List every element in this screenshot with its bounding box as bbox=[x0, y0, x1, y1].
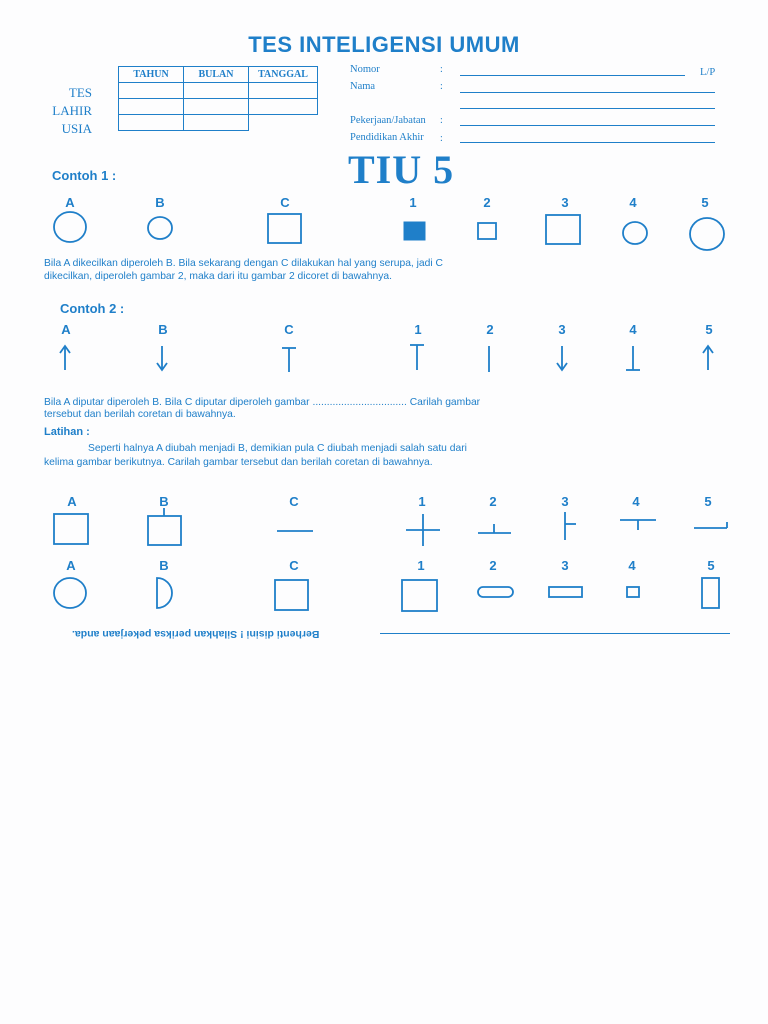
latihan-row1-label-1: 1 bbox=[418, 494, 426, 509]
col-tahun: TAHUN bbox=[119, 67, 184, 83]
latihan-text-2: kelima gambar berikutnya. Carilah gambar tersebut dan berilah coretan di bawahnya. bbox=[44, 457, 433, 468]
contoh2-figures bbox=[0, 342, 768, 377]
latihan1-4-t bbox=[620, 520, 656, 530]
cell-tes-tahun[interactable] bbox=[119, 83, 184, 99]
identity-grid bbox=[118, 66, 318, 131]
latihan-row1-label-4: 4 bbox=[632, 494, 640, 509]
contoh2-label-2: 2 bbox=[486, 322, 494, 337]
label-nomor: Nomor bbox=[350, 64, 380, 75]
contoh1-label-1: 1 bbox=[409, 195, 417, 210]
contoh1-2-square bbox=[478, 223, 496, 239]
contoh2-label-3: 3 bbox=[558, 322, 566, 337]
latihan2-4-small-rect bbox=[627, 587, 639, 597]
latihan2-5-tall-rect bbox=[702, 578, 719, 608]
row-label-tes: TES bbox=[68, 85, 92, 100]
latihan1-2-inverted-t bbox=[478, 524, 511, 533]
nama-line-2[interactable] bbox=[460, 108, 715, 109]
contoh1-4-circle bbox=[623, 222, 647, 244]
label-pendidikan: Pendidikan Akhir bbox=[350, 132, 424, 143]
label-nama: Nama bbox=[350, 81, 376, 92]
contoh2-heading: Contoh 2 : bbox=[60, 301, 125, 316]
test-code: TIU 5 bbox=[348, 147, 455, 192]
contoh1-label-a: A bbox=[65, 195, 75, 210]
cell-usia-empty bbox=[249, 115, 318, 131]
latihan1-1-cross bbox=[406, 514, 440, 546]
latihan1-b-square-stem bbox=[148, 508, 181, 545]
contoh2-4-inverted-t bbox=[626, 346, 640, 370]
contoh1-b-circle bbox=[148, 217, 172, 239]
contoh1-a-circle bbox=[54, 212, 86, 242]
latihan2-c-square bbox=[275, 580, 308, 610]
latihan1-a-square bbox=[54, 514, 88, 544]
latihan2-2-rounded-rect bbox=[478, 587, 513, 597]
pekerjaan-line[interactable] bbox=[460, 125, 715, 126]
latihan-row2-label-b: B bbox=[159, 558, 169, 573]
contoh2-label-a: A bbox=[61, 322, 71, 337]
contoh2-text-2: tersebut dan berilah coretan di bawahnya. bbox=[44, 409, 236, 420]
contoh2-label-1: 1 bbox=[414, 322, 422, 337]
nama-line[interactable] bbox=[460, 92, 715, 93]
contoh1-5-circle bbox=[690, 218, 724, 250]
cell-lahir-tanggal[interactable] bbox=[249, 99, 318, 115]
latihan-row1-label-2: 2 bbox=[489, 494, 497, 509]
latihan-row1-label-c: C bbox=[289, 494, 299, 509]
latihan-row2-label-3: 3 bbox=[561, 558, 569, 573]
cell-lahir-bulan[interactable] bbox=[184, 99, 249, 115]
latihan-text-1: Seperti halnya A diubah menjadi B, demikian pula C diubah menjadi salah satu dari bbox=[88, 443, 467, 454]
pendidikan-line[interactable] bbox=[460, 142, 715, 143]
cell-tes-bulan[interactable] bbox=[184, 83, 249, 99]
contoh1-1-filled-square bbox=[404, 222, 425, 240]
latihan-row1-figures bbox=[0, 508, 768, 548]
contoh2-label-b: B bbox=[158, 322, 168, 337]
latihan-row1-label-a: A bbox=[67, 494, 77, 509]
contoh1-label-5: 5 bbox=[701, 195, 709, 210]
latihan2-3-rect bbox=[549, 587, 582, 597]
latihan1-3-t-side bbox=[565, 512, 576, 540]
contoh1-label-2: 2 bbox=[483, 195, 491, 210]
stop-instruction bbox=[72, 626, 319, 644]
latihan-row1-label-b: B bbox=[159, 494, 169, 509]
colon-nomor: : bbox=[440, 64, 443, 75]
latihan-row1-label-5: 5 bbox=[704, 494, 712, 509]
contoh2-5-arrow-up bbox=[703, 346, 713, 370]
latihan-row2-label-5: 5 bbox=[707, 558, 715, 573]
contoh1-label-4: 4 bbox=[629, 195, 637, 210]
label-pekerjaan: Pekerjaan/Jabatan bbox=[350, 115, 426, 126]
latihan-row2-label-a: A bbox=[66, 558, 76, 573]
latihan-row2-label-c: C bbox=[289, 558, 299, 573]
cell-usia-tahun[interactable] bbox=[119, 115, 184, 131]
stop-text: Berhenti disini ! Silahkan periksa pekerjaan anda. bbox=[72, 628, 320, 640]
contoh2-label-4: 4 bbox=[629, 322, 637, 337]
col-tanggal: TANGGAL bbox=[249, 67, 318, 83]
contoh1-label-b: B bbox=[155, 195, 165, 210]
contoh2-label-c: C bbox=[284, 322, 294, 337]
contoh1-c-square bbox=[268, 214, 301, 243]
latihan-row1-label-3: 3 bbox=[561, 494, 569, 509]
latihan-heading: Latihan : bbox=[44, 426, 90, 438]
contoh1-label-3: 3 bbox=[561, 195, 569, 210]
colon-pendidikan: : bbox=[440, 133, 443, 144]
contoh2-3-arrow-down bbox=[557, 346, 567, 370]
latihan-row2-label-4: 4 bbox=[628, 558, 636, 573]
latihan-row2-label-2: 2 bbox=[489, 558, 497, 573]
contoh2-c-t-bar bbox=[282, 348, 296, 372]
contoh1-figures bbox=[0, 212, 768, 252]
contoh2-1-t-bar bbox=[410, 345, 424, 370]
nomor-line[interactable] bbox=[460, 75, 685, 76]
contoh1-text-2: dikecilkan, diperoleh gambar 2, maka dari itu gambar 2 dicoret di bawahnya. bbox=[44, 271, 392, 282]
col-bulan: BULAN bbox=[184, 67, 249, 83]
label-lp: L/P bbox=[700, 67, 716, 78]
colon-nama: : bbox=[440, 81, 443, 92]
latihan-row2-figures bbox=[0, 576, 768, 616]
latihan1-5-corner bbox=[694, 522, 727, 528]
contoh1-label-c: C bbox=[280, 195, 290, 210]
latihan2-1-square bbox=[402, 580, 437, 611]
cell-usia-bulan[interactable] bbox=[184, 115, 249, 131]
contoh2-label-5: 5 bbox=[705, 322, 713, 337]
latihan2-b-half-circle bbox=[157, 578, 172, 608]
colon-pekerjaan: : bbox=[440, 115, 443, 126]
contoh1-text-1: Bila A dikecilkan diperoleh B. Bila sekarang dengan C dilakukan hal yang serupa, jadi C bbox=[44, 258, 443, 269]
cell-tes-tanggal[interactable] bbox=[249, 83, 318, 99]
stop-line bbox=[380, 633, 730, 634]
contoh2-text-1: Bila A diputar diperoleh B. Bila C diputar diperoleh gambar ................................. Carilah gambar bbox=[44, 397, 481, 408]
contoh2-b-arrow-down bbox=[157, 346, 167, 370]
row-label-lahir: LAHIR bbox=[52, 103, 92, 118]
contoh2-a-arrow-up bbox=[60, 346, 70, 370]
row-label-usia: USIA bbox=[61, 121, 92, 136]
latihan-row2-label-1: 1 bbox=[417, 558, 425, 573]
contoh1-3-square bbox=[546, 215, 580, 244]
contoh1-heading: Contoh 1 : bbox=[52, 168, 117, 183]
cell-lahir-tahun[interactable] bbox=[119, 99, 184, 115]
latihan2-a-circle bbox=[54, 578, 86, 608]
grid-row-labels bbox=[22, 84, 92, 138]
page-title: TES INTELIGENSI UMUM bbox=[248, 32, 520, 57]
